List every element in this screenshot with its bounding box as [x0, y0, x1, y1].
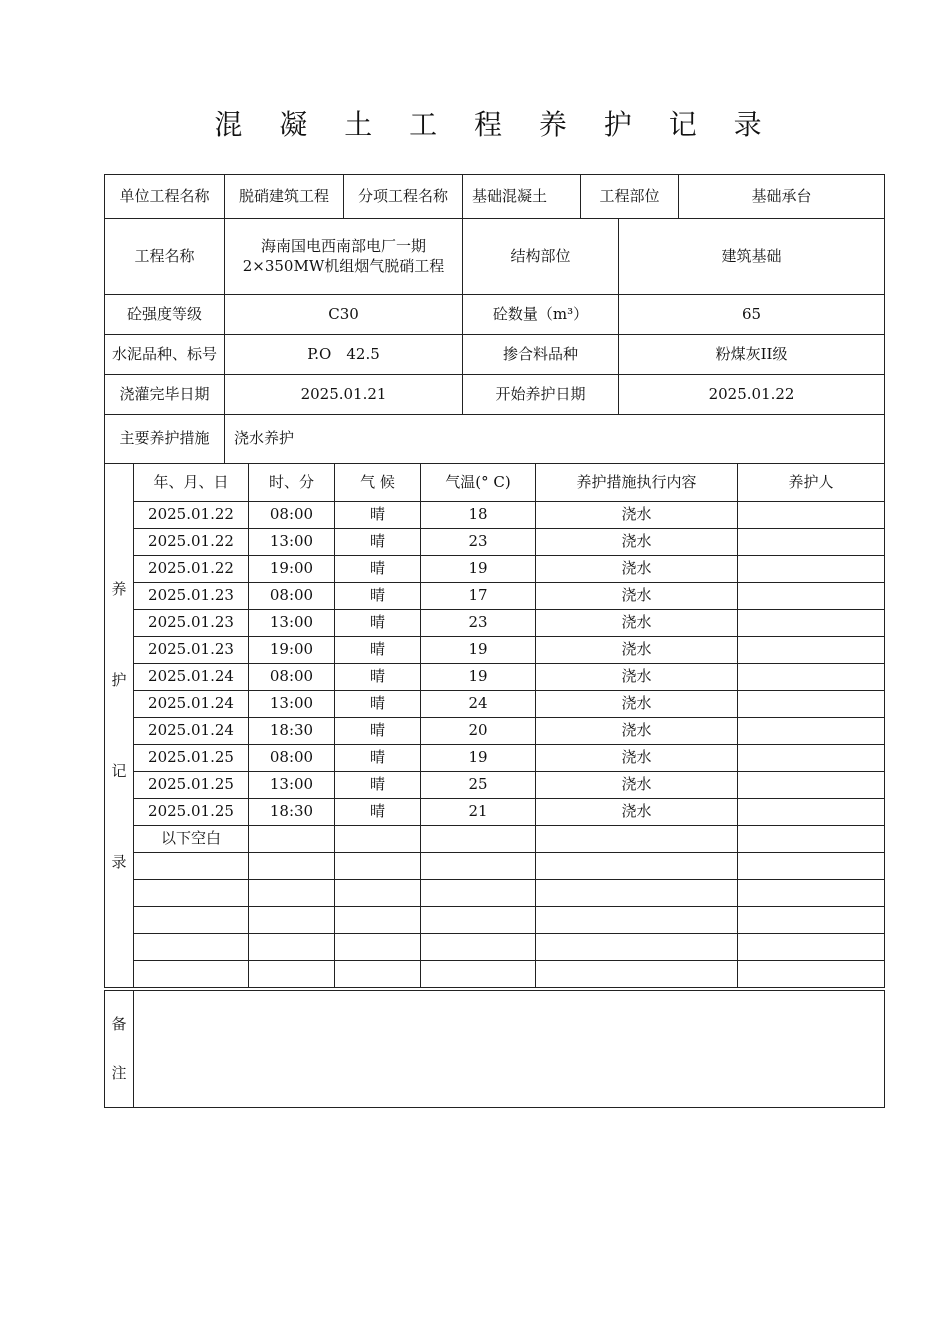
project-part-value: 基础承台 — [679, 175, 885, 219]
record-date — [134, 961, 249, 988]
structure-part-label: 结构部位 — [463, 219, 619, 295]
record-curing-action: 浇水 — [536, 610, 738, 637]
record-date: 2025.01.24 — [134, 718, 249, 745]
concrete-volume-value: 65 — [619, 295, 885, 335]
record-temperature: 19 — [421, 637, 536, 664]
table-row — [105, 745, 885, 772]
side-label-char: 记 — [111, 761, 127, 780]
record-weather — [335, 880, 421, 907]
side-label-char: 录 — [111, 852, 127, 871]
remarks-label — [105, 991, 134, 1108]
record-date — [134, 907, 249, 934]
header-time: 时、分 — [249, 464, 335, 502]
record-temperature — [421, 880, 536, 907]
cement-type-value: P.O 42.5 — [225, 335, 463, 375]
record-weather: 晴 — [335, 718, 421, 745]
record-curing-action: 浇水 — [536, 502, 738, 529]
record-weather: 晴 — [335, 772, 421, 799]
record-curing-action: 浇水 — [536, 799, 738, 826]
table-row — [105, 961, 885, 988]
record-time: 13:00 — [249, 610, 335, 637]
project-info-table — [104, 174, 885, 464]
pour-date-label: 浇灌完毕日期 — [105, 375, 225, 415]
record-temperature: 20 — [421, 718, 536, 745]
record-time: 13:00 — [249, 772, 335, 799]
record-date: 2025.01.23 — [134, 610, 249, 637]
record-temperature: 21 — [421, 799, 536, 826]
record-time: 18:30 — [249, 718, 335, 745]
record-curing-action: 浇水 — [536, 556, 738, 583]
table-row — [105, 718, 885, 745]
side-label-char: 养 — [111, 579, 127, 598]
table-row — [105, 610, 885, 637]
record-date: 2025.01.25 — [134, 799, 249, 826]
record-curing-action: 浇水 — [536, 583, 738, 610]
record-curing-action: 浇水 — [536, 664, 738, 691]
header-curing-action: 养护措施执行内容 — [536, 464, 738, 502]
record-curing-person — [738, 934, 885, 961]
record-curing-action: 浇水 — [536, 745, 738, 772]
table-row — [105, 637, 885, 664]
table-row — [105, 772, 885, 799]
record-date — [134, 880, 249, 907]
record-date — [134, 934, 249, 961]
curing-start-date-value: 2025.01.22 — [619, 375, 885, 415]
record-curing-action — [536, 907, 738, 934]
record-weather — [335, 826, 421, 853]
record-time: 08:00 — [249, 502, 335, 529]
table-row — [105, 529, 885, 556]
record-temperature — [421, 907, 536, 934]
record-curing-person — [738, 664, 885, 691]
record-time: 19:00 — [249, 637, 335, 664]
record-curing-action: 浇水 — [536, 772, 738, 799]
side-label-char: 护 — [111, 670, 127, 689]
header-weather: 气 候 — [335, 464, 421, 502]
record-weather — [335, 907, 421, 934]
record-curing-person — [738, 772, 885, 799]
record-curing-action — [536, 961, 738, 988]
header-temperature: 气温(° C) — [421, 464, 536, 502]
record-date: 2025.01.22 — [134, 529, 249, 556]
admixture-type-label: 掺合料品种 — [463, 335, 619, 375]
record-curing-person — [738, 691, 885, 718]
record-curing-person — [738, 826, 885, 853]
structure-part-value: 建筑基础 — [619, 219, 885, 295]
admixture-type-value: 粉煤灰II级 — [619, 335, 885, 375]
record-time — [249, 907, 335, 934]
cement-type-label: 水泥品种、标号 — [105, 335, 225, 375]
record-date — [134, 853, 249, 880]
record-date: 2025.01.22 — [134, 502, 249, 529]
record-weather: 晴 — [335, 637, 421, 664]
record-time: 08:00 — [249, 745, 335, 772]
record-curing-person — [738, 799, 885, 826]
record-curing-person — [738, 529, 885, 556]
curing-measure-label: 主要养护措施 — [105, 415, 225, 464]
record-temperature — [421, 853, 536, 880]
record-weather: 晴 — [335, 691, 421, 718]
record-curing-person — [738, 637, 885, 664]
table-row — [105, 880, 885, 907]
remarks-label-char: 备 — [111, 1015, 127, 1033]
table-row — [105, 934, 885, 961]
record-curing-person — [738, 556, 885, 583]
record-curing-action — [536, 853, 738, 880]
record-time — [249, 853, 335, 880]
record-curing-action — [536, 934, 738, 961]
record-time — [249, 880, 335, 907]
record-temperature — [421, 934, 536, 961]
record-weather: 晴 — [335, 610, 421, 637]
record-temperature — [421, 826, 536, 853]
table-row — [105, 799, 885, 826]
record-weather: 晴 — [335, 664, 421, 691]
table-row — [105, 664, 885, 691]
record-temperature: 18 — [421, 502, 536, 529]
curing-record-side-label — [105, 464, 134, 988]
concrete-grade-value: C30 — [225, 295, 463, 335]
record-weather — [335, 961, 421, 988]
table-row — [105, 556, 885, 583]
record-time — [249, 934, 335, 961]
record-curing-action: 浇水 — [536, 718, 738, 745]
page-title: 混 凝 土 工 程 养 护 记 录 — [214, 108, 776, 141]
curing-start-date-label: 开始养护日期 — [463, 375, 619, 415]
record-weather: 晴 — [335, 556, 421, 583]
record-curing-person — [738, 907, 885, 934]
concrete-grade-label: 砼强度等级 — [105, 295, 225, 335]
table-row — [105, 691, 885, 718]
unit-project-name-label: 单位工程名称 — [105, 175, 225, 219]
record-weather — [335, 934, 421, 961]
record-curing-person — [738, 610, 885, 637]
sub-project-name-label: 分项工程名称 — [344, 175, 463, 219]
record-time — [249, 826, 335, 853]
record-curing-person — [738, 718, 885, 745]
record-curing-person — [738, 583, 885, 610]
record-date: 2025.01.23 — [134, 637, 249, 664]
remarks-table — [104, 990, 885, 1108]
record-temperature: 25 — [421, 772, 536, 799]
record-time: 13:00 — [249, 691, 335, 718]
record-temperature: 17 — [421, 583, 536, 610]
record-date: 2025.01.25 — [134, 745, 249, 772]
table-row — [105, 826, 885, 853]
record-temperature: 23 — [421, 529, 536, 556]
table-row — [105, 583, 885, 610]
record-weather: 晴 — [335, 583, 421, 610]
record-temperature: 24 — [421, 691, 536, 718]
concrete-volume-label: 砼数量（m³） — [463, 295, 619, 335]
table-row — [105, 907, 885, 934]
record-time: 13:00 — [249, 529, 335, 556]
record-date: 2025.01.24 — [134, 664, 249, 691]
record-weather — [335, 853, 421, 880]
project-name-value: 海南国电西南部电厂一期2×350MW机组烟气脱硝工程 — [225, 219, 463, 295]
record-curing-action: 浇水 — [536, 691, 738, 718]
record-curing-person — [738, 502, 885, 529]
record-date: 2025.01.22 — [134, 556, 249, 583]
remarks-content — [134, 991, 885, 1108]
record-curing-action: 浇水 — [536, 529, 738, 556]
table-row — [105, 853, 885, 880]
curing-measure-value: 浇水养护 — [225, 415, 885, 464]
project-part-label: 工程部位 — [581, 175, 679, 219]
record-time: 08:00 — [249, 583, 335, 610]
header-date: 年、月、日 — [134, 464, 249, 502]
record-curing-person — [738, 853, 885, 880]
record-time — [249, 961, 335, 988]
record-curing-person — [738, 745, 885, 772]
record-temperature: 23 — [421, 610, 536, 637]
record-date: 2025.01.24 — [134, 691, 249, 718]
unit-project-name-value: 脱硝建筑工程 — [225, 175, 344, 219]
pour-date-value: 2025.01.21 — [225, 375, 463, 415]
record-curing-person — [738, 880, 885, 907]
curing-record-table — [104, 463, 885, 988]
record-curing-person — [738, 961, 885, 988]
record-date: 2025.01.25 — [134, 772, 249, 799]
record-curing-action — [536, 880, 738, 907]
record-time: 08:00 — [249, 664, 335, 691]
record-time: 18:30 — [249, 799, 335, 826]
record-curing-action: 浇水 — [536, 637, 738, 664]
record-date: 以下空白 — [134, 826, 249, 853]
record-weather: 晴 — [335, 745, 421, 772]
record-weather: 晴 — [335, 529, 421, 556]
record-temperature: 19 — [421, 556, 536, 583]
record-date: 2025.01.23 — [134, 583, 249, 610]
header-curing-person: 养护人 — [738, 464, 885, 502]
record-time: 19:00 — [249, 556, 335, 583]
record-temperature: 19 — [421, 745, 536, 772]
record-weather: 晴 — [335, 502, 421, 529]
record-temperature — [421, 961, 536, 988]
record-weather: 晴 — [335, 799, 421, 826]
remarks-label-char: 注 — [111, 1064, 127, 1082]
project-name-label: 工程名称 — [105, 219, 225, 295]
table-row — [105, 502, 885, 529]
record-temperature: 19 — [421, 664, 536, 691]
record-curing-action — [536, 826, 738, 853]
sub-project-name-value: 基础混凝土 — [463, 175, 581, 219]
